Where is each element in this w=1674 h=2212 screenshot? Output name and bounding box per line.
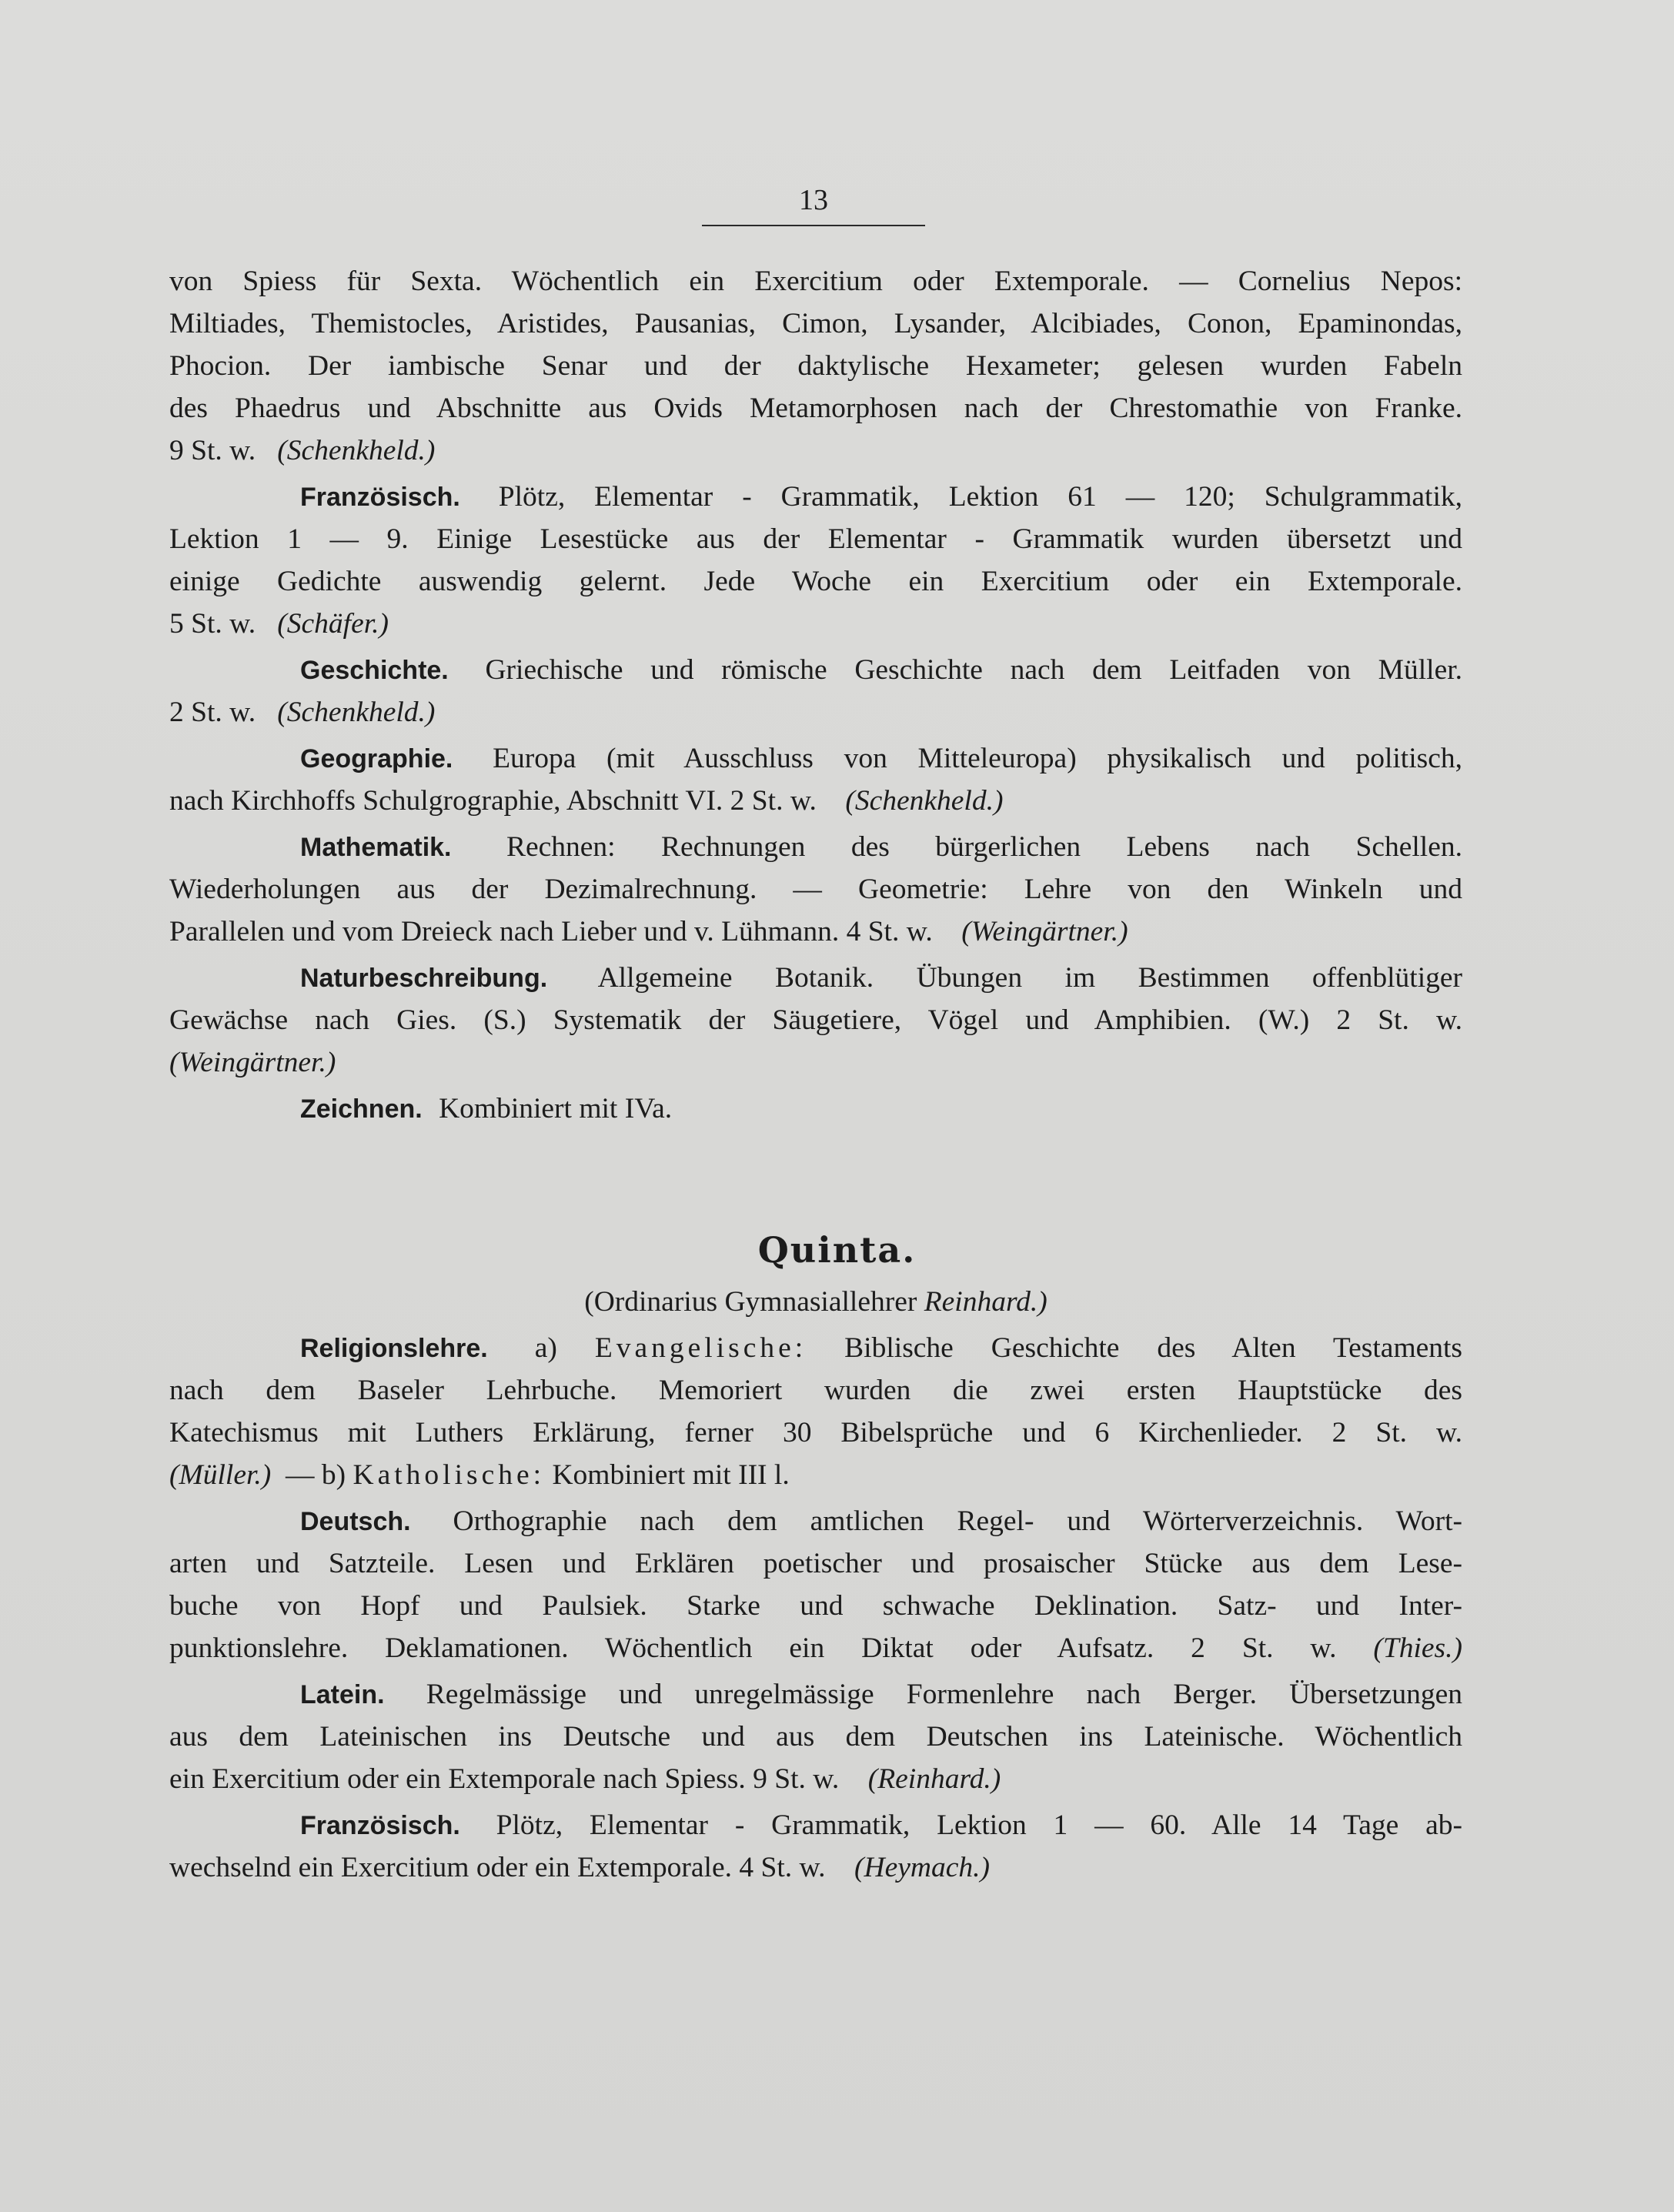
text-line bbox=[169, 1629, 1462, 1669]
subject-label: Geschichte. bbox=[300, 656, 449, 685]
paragraph-text: Kombiniert mit IVa. bbox=[439, 1093, 673, 1124]
text-line bbox=[169, 912, 1462, 952]
text-line: buche von Hopf und Paulsiek. Starke und schwache Deklination. Satz- und Inter- bbox=[169, 1590, 1462, 1622]
text-line bbox=[169, 693, 1462, 733]
teacher-name: (Thies.) bbox=[1373, 1632, 1463, 1664]
text-line bbox=[169, 781, 1462, 821]
teacher-name: (Schenkheld.) bbox=[277, 697, 436, 728]
teacher-name: (Weingärtner.) bbox=[961, 916, 1128, 947]
section-heading: Quinta. bbox=[757, 1229, 917, 1271]
subject-paragraph-start bbox=[169, 1675, 1462, 1715]
text-line bbox=[169, 431, 1462, 471]
paragraph-text: Regelmässige und unregelmässige Formenlehre nach Berger. Übersetzungen bbox=[426, 1679, 1463, 1710]
text-line bbox=[169, 1455, 1462, 1495]
teacher-name: (Schäfer.) bbox=[277, 608, 389, 640]
paragraph-text: nach Kirchhoffs Schulgrographie, Abschnitt VI. 2 St. w. bbox=[169, 785, 817, 817]
paragraph-text: Orthographie nach dem amtlichen Regel- und Wörterverzeichnis. Wort- bbox=[453, 1505, 1462, 1537]
teacher-name: (Weingärtner.) bbox=[169, 1047, 336, 1078]
paragraph-text: punktionslehre. Deklamationen. Wöchentlich ein Diktat oder Aufsatz. 2 St. w. bbox=[169, 1632, 1337, 1664]
teacher-name: (Reinhard.) bbox=[867, 1763, 1001, 1795]
subject-paragraph-start bbox=[169, 827, 1462, 867]
paragraph-text: Europa (mit Ausschluss von Mitteleuropa) physikalisch und politisch, bbox=[493, 743, 1462, 774]
text-line: aus dem Lateinischen ins Deutsche und aus dem Deutschen ins Lateinische. Wöchentlich bbox=[169, 1721, 1462, 1753]
teacher-name: (Heymach.) bbox=[854, 1852, 990, 1883]
text-line: Gewächse nach Gies. (S.) Systematik der Säugetiere, Vögel und Amphibien. (W.) 2 St. w. bbox=[169, 1004, 1462, 1036]
subject-label: Deutsch. bbox=[300, 1507, 411, 1536]
hours-text: 9 St. w. bbox=[169, 435, 256, 466]
paragraph-text: Plötz, Elementar - Grammatik, Lektion 1 — 60. Alle 14 Tage ab- bbox=[496, 1809, 1463, 1841]
confession-label: Evangelische: bbox=[594, 1332, 807, 1364]
page-number-rule bbox=[702, 225, 925, 226]
subject-paragraph-start bbox=[169, 1328, 1462, 1368]
teacher-name: Reinhard.) bbox=[924, 1286, 1048, 1318]
text-line: von Spiess für Sexta. Wöchentlich ein Exercitium oder Extemporale. — Cornelius Nepos: bbox=[169, 266, 1462, 297]
text-line: Miltiades, Themistocles, Aristides, Pausanias, Cimon, Lysander, Alcibiades, Conon, Epaminondas, bbox=[169, 308, 1462, 339]
text-line: Phocion. Der iambische Senar und der daktylische Hexameter; gelesen wurden Fabeln bbox=[169, 350, 1462, 382]
subject-label: Naturbeschreibung. bbox=[300, 964, 548, 993]
text-line bbox=[169, 604, 1462, 644]
subject-paragraph-start bbox=[169, 477, 1462, 517]
paragraph-text: Biblische Geschichte des Alten Testaments bbox=[844, 1332, 1463, 1364]
subject-paragraph-start bbox=[169, 1502, 1462, 1542]
text-line: einige Gedichte auswendig gelernt. Jede Woche ein Exercitium oder ein Extemporale. bbox=[169, 566, 1462, 597]
teacher-name: (Müller.) bbox=[169, 1459, 272, 1491]
paragraph-text: Allgemeine Botanik. Übungen im Bestimmen offenblütiger bbox=[597, 962, 1462, 994]
paragraph-text: Griechische und römische Geschichte nach dem Leitfaden von Müller. bbox=[485, 654, 1463, 686]
ordinarius-line bbox=[169, 1282, 1462, 1322]
text-line: Katechismus mit Luthers Erklärung, ferner 30 Bibelsprüche und 6 Kirchenlieder. 2 St. w. bbox=[169, 1417, 1462, 1448]
subject-label: Zeichnen. bbox=[300, 1094, 423, 1124]
hours-text: 2 St. w. bbox=[169, 697, 256, 728]
subject-paragraph-start bbox=[169, 739, 1462, 779]
subject-label: Geographie. bbox=[300, 744, 453, 774]
text-line: des Phaedrus und Abschnitte aus Ovids Metamorphosen nach der Chrestomathie von Franke. bbox=[169, 393, 1462, 424]
text-line: Lektion 1 — 9. Einige Lesestücke aus der Elementar - Grammatik wurden übersetzt und bbox=[169, 523, 1462, 555]
subject-label: Französisch. bbox=[300, 483, 460, 512]
paragraph-text: — b) bbox=[286, 1459, 346, 1491]
confession-label: Katholische: bbox=[353, 1459, 546, 1491]
subject-paragraph-start bbox=[169, 1089, 1462, 1129]
paragraph-text: Rechnen: Rechnungen des bürgerlichen Lebens nach Schellen. bbox=[506, 831, 1462, 863]
paragraph-text: wechselnd ein Exercitium oder ein Extemporale. 4 St. w. bbox=[169, 1852, 826, 1883]
text-line: nach dem Baseler Lehrbuche. Memoriert wurden die zwei ersten Hauptstücke des bbox=[169, 1375, 1462, 1406]
text-line: Wiederholungen aus der Dezimalrechnung. — Geometrie: Lehre von den Winkeln und bbox=[169, 874, 1462, 905]
ordinarius-prefix: (Ordinarius Gymnasiallehrer bbox=[584, 1286, 917, 1318]
text-line bbox=[169, 1043, 1462, 1083]
subject-paragraph-start bbox=[169, 958, 1462, 998]
hours-text: 5 St. w. bbox=[169, 608, 256, 640]
subject-paragraph-start bbox=[169, 1806, 1462, 1846]
teacher-name: (Schenkheld.) bbox=[845, 785, 1004, 817]
subject-label: Religionslehre. bbox=[300, 1334, 488, 1363]
subject-label: Französisch. bbox=[300, 1811, 460, 1840]
subject-label: Mathematik. bbox=[300, 833, 452, 862]
paragraph-text: Parallelen und vom Dreieck nach Lieber und v. Lühmann. 4 St. w. bbox=[169, 916, 933, 947]
paragraph-text: ein Exercitium oder ein Extemporale nach Spiess. 9 St. w. bbox=[169, 1763, 840, 1795]
teacher-name: (Schenkheld.) bbox=[277, 435, 436, 466]
page-number: 13 bbox=[799, 184, 828, 216]
paragraph-text: Kombiniert mit III l. bbox=[552, 1459, 790, 1491]
paragraph-text: a) bbox=[534, 1332, 557, 1364]
subject-paragraph-start bbox=[169, 650, 1462, 690]
paragraph-text: Plötz, Elementar - Grammatik, Lektion 61 — 120; Schulgrammatik, bbox=[498, 481, 1462, 513]
subject-label: Latein. bbox=[300, 1680, 385, 1709]
text-line: arten und Satzteile. Lesen und Erklären poetischer und prosaischer Stücke aus dem Lese- bbox=[169, 1548, 1462, 1579]
text-line bbox=[169, 1848, 1462, 1888]
text-line bbox=[169, 1759, 1462, 1799]
